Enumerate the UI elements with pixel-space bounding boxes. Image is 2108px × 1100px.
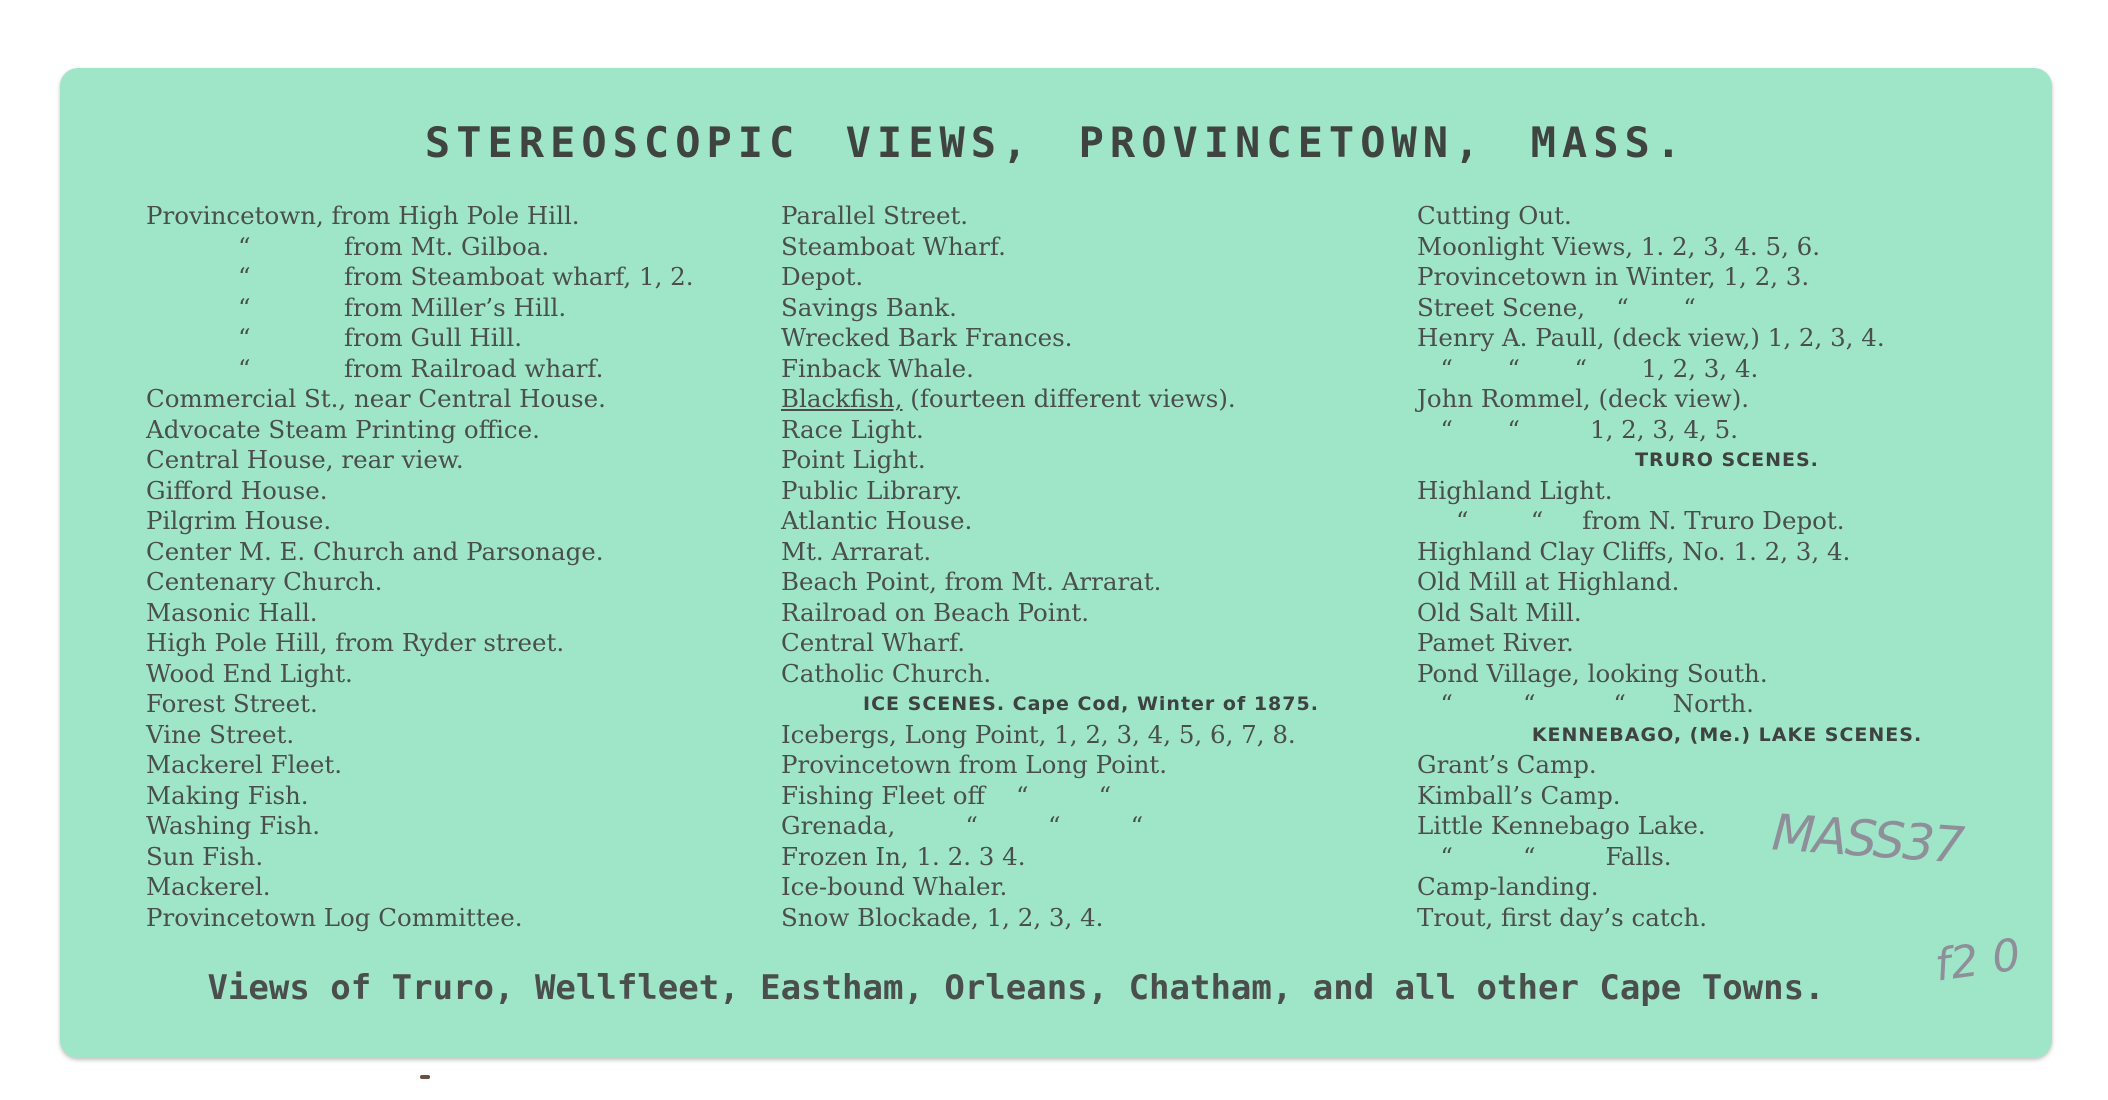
list-item: “ “ “ 1, 2, 3, 4. (1417, 353, 1759, 383)
list-item: Provincetown Log Committee. (146, 902, 523, 932)
list-item: Provincetown from Long Point. (781, 750, 1168, 779)
list-item-text: “ from Steamboat wharf, 1, 2. (238, 262, 694, 291)
section-heading-truro-scenes: TRURO SCENES. (1635, 449, 1819, 471)
list-item: Depot. (781, 262, 864, 291)
list-item: Mackerel. (146, 872, 271, 901)
list-item: Centenary Church. (146, 567, 383, 596)
blackfish-note: (fourteen different views). (902, 384, 1236, 413)
list-item-text: “ from Gull Hill. (238, 323, 522, 352)
list-item: Race Light. (781, 414, 924, 444)
list-item: Kimball’s Camp. (1417, 780, 1621, 810)
handwritten-note: f2 0 (1931, 929, 2024, 992)
list-item: “ “ from N. Truro Depot. (1417, 506, 1845, 535)
list-item: “ “ “ North. (1417, 689, 1754, 718)
list-item: Advocate Steam Printing office. (146, 414, 540, 444)
list-item: Railroad on Beach Point. (781, 597, 1090, 627)
list-item: John Rommel, (deck view). (1417, 384, 1750, 413)
list-item: Henry A. Paull, (deck view,) 1, 2, 3, 4. (1417, 323, 1885, 352)
list-item: Ice-bound Whaler. (781, 872, 1008, 901)
stereoview-card (60, 68, 2052, 1058)
list-item: High Pole Hill, from Ryder street. (146, 628, 565, 657)
list-item: Cutting Out. (1417, 201, 1572, 230)
list-item: Mt. Arrarat. (781, 536, 932, 566)
list-item: Making Fish. (146, 780, 309, 810)
blackfish-label: Blackfish, (781, 384, 903, 413)
list-item-text: “ from Mt. Gilboa. (238, 231, 550, 261)
list-item: Pamet River. (1417, 628, 1574, 657)
list-item: Grenada, “ “ “ (781, 811, 1144, 840)
list-item: Washing Fish. (146, 811, 321, 840)
list-item: Savings Bank. (781, 292, 957, 322)
list-item: Trout, first day’s catch. (1417, 902, 1708, 932)
list-item (146, 232, 766, 263)
list-item: Fishing Fleet off “ “ (781, 780, 1112, 810)
list-item (146, 262, 766, 293)
list-item (781, 384, 1401, 415)
list-item-text: “ from Miller’s Hill. (238, 292, 567, 322)
handwritten-catalog-number: MASS37 (1770, 803, 1965, 875)
list-item: Sun Fish. (146, 841, 264, 871)
list-item: Provincetown in Winter, 1, 2, 3. (1417, 262, 1810, 291)
list-item: Little Kennebago Lake. (1417, 811, 1706, 840)
list-item: Atlantic House. (781, 506, 973, 535)
list-item: “ “ Falls. (1417, 841, 1672, 871)
list-item: Point Light. (781, 445, 926, 474)
list-item: Vine Street. (146, 719, 295, 749)
list-item: Central House, rear view. (146, 445, 464, 474)
list-item: Pilgrim House. (146, 506, 332, 535)
list-item: Street Scene, “ “ (1417, 292, 1696, 322)
list-item: Catholic Church. (781, 658, 992, 688)
section-heading-kennebago: KENNEBAGO, (Me.) LAKE SCENES. (1531, 723, 1923, 746)
card-footer: Views of Truro, Wellfleet, Eastham, Orleans, Chatham, and all other Cape Towns. (207, 968, 1825, 1008)
list-item: Public Library. (781, 475, 963, 505)
list-item: Central Wharf. (781, 628, 966, 657)
list-item: Finback Whale. (781, 353, 974, 383)
list-item: Highland Light. (1417, 475, 1613, 505)
list-item: Masonic Hall. (146, 597, 318, 627)
list-item: Wood End Light. (146, 658, 353, 688)
list-item: Beach Point, from Mt. Arrarat. (781, 567, 1162, 596)
list-item: Snow Blockade, 1, 2, 3, 4. (781, 902, 1104, 932)
list-item: Steamboat Wharf. (781, 231, 1006, 261)
list-item: Parallel Street. (781, 201, 969, 230)
list-item: Wrecked Bark Frances. (781, 323, 1073, 352)
list-item: Highland Clay Cliffs, No. 1. 2, 3, 4. (1417, 536, 1851, 566)
column-2 (781, 201, 1401, 933)
column-1 (146, 201, 766, 933)
list-item: Moonlight Views, 1. 2, 3, 4. 5, 6. (1417, 231, 1821, 261)
list-item: Forest Street. (146, 689, 318, 718)
list-item: Grant’s Camp. (1417, 750, 1597, 779)
list-item: Pond Village, looking South. (1417, 658, 1768, 688)
list-item: Provincetown, from High Pole Hill. (146, 201, 580, 230)
list-item: “ “ 1, 2, 3, 4, 5. (1417, 414, 1739, 444)
list-item: Gifford House. (146, 475, 328, 505)
list-item: Old Salt Mill. (1417, 597, 1582, 627)
list-item: Old Mill at Highland. (1417, 567, 1680, 596)
list-item: Center M. E. Church and Parsonage. (146, 536, 604, 566)
paper-speck (420, 1075, 430, 1079)
list-item (146, 354, 766, 385)
list-item (146, 323, 766, 354)
section-heading-ice-scenes: ICE SCENES. Cape Cod, Winter of 1875. (863, 693, 1319, 715)
list-item-text: “ from Railroad wharf. (238, 353, 604, 383)
list-item (146, 293, 766, 324)
list-item: Frozen In, 1. 2. 3 4. (781, 841, 1026, 871)
card-title: STEREOSCOPIC VIEWS, PROVINCETOWN, MASS. (424, 118, 1688, 167)
list-item: Commercial St., near Central House. (146, 384, 606, 413)
list-item: Camp-landing. (1417, 872, 1599, 901)
list-item: Mackerel Fleet. (146, 750, 343, 779)
list-item: Icebergs, Long Point, 1, 2, 3, 4, 5, 6, 7, 8. (781, 719, 1296, 749)
